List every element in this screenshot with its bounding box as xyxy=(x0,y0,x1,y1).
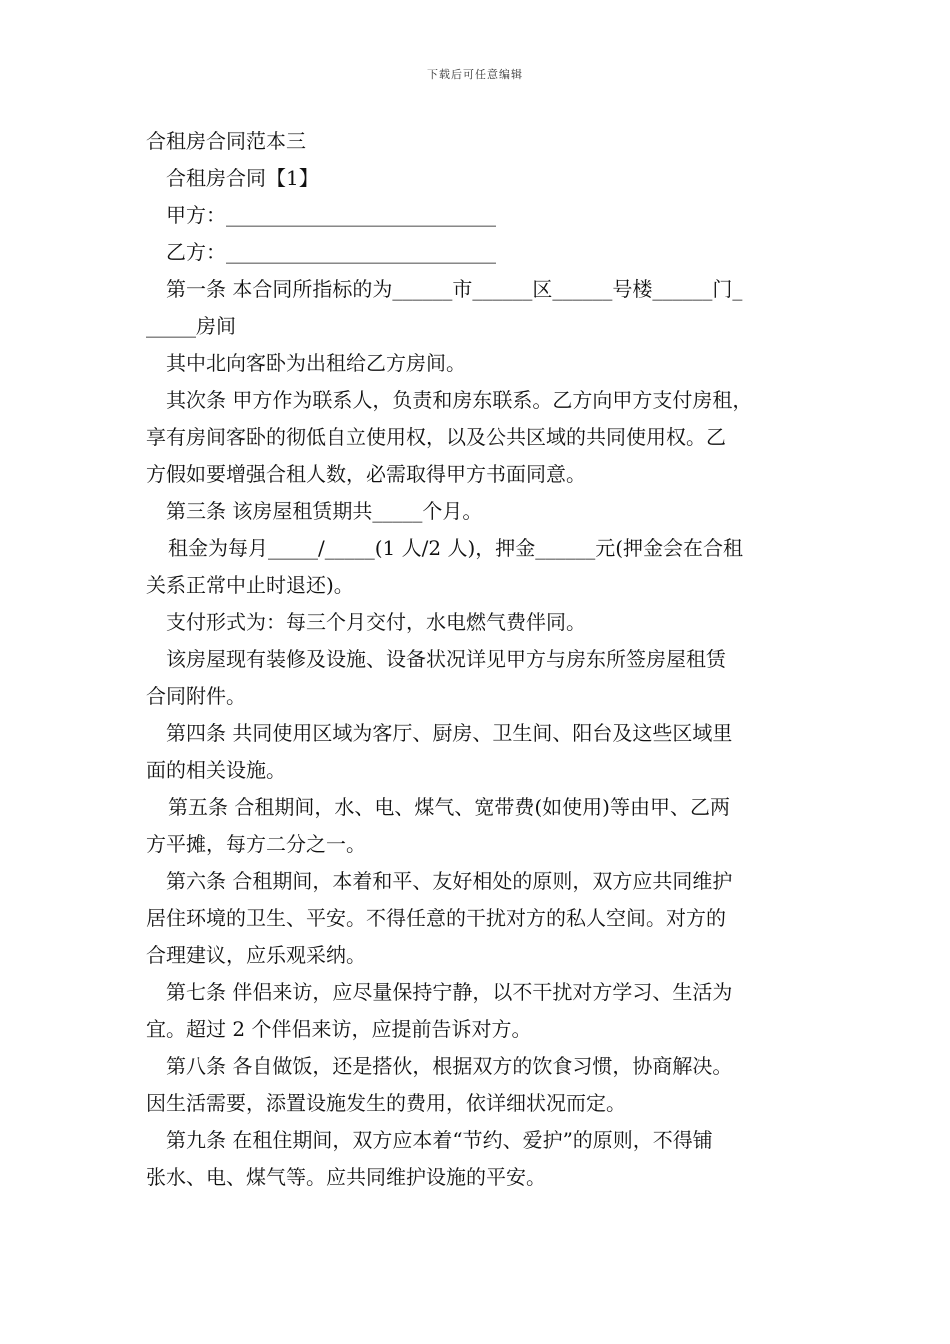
paragraph-room: 其中北向客卧为出租给乙方房间。 xyxy=(166,351,466,375)
clause-4-line-2: 面的相关设施。 xyxy=(146,758,286,782)
clause-6-line-1: 第六条 合租期间，本着和平、友好相处的原则，双方应共同维护 xyxy=(166,869,733,893)
payment-line: 支付形式为：每三个月交付，水电燃气费伴同。 xyxy=(166,610,586,634)
clause-6-line-2: 居住环境的卫生、平安。不得任意的干扰对方的私人空间。对方的 xyxy=(146,906,726,930)
clause-9-line-2: 张水、电、煤气等。应共同维护设施的平安。 xyxy=(146,1165,546,1189)
clause-5-line-1: 第五条 合租期间，水、电、煤气、宽带费(如使用)等由甲、乙两 xyxy=(168,795,730,819)
clause-8-line-2: 因生活需要，添置设施发生的费用，依详细状况而定。 xyxy=(146,1091,626,1115)
facilities-line-2: 合同附件。 xyxy=(146,684,246,708)
clause-3-line-1: 第三条 该房屋租赁期共_____个月。 xyxy=(166,499,483,523)
rent-line-2: 关系正常中止时退还)。 xyxy=(146,573,354,597)
facilities-line-1: 该房屋现有装修及设施、设备状况详见甲方与房东所签房屋租赁 xyxy=(166,647,726,671)
clause-1-line-2: _____房间 xyxy=(146,314,236,338)
clause-7-line-2: 宜。超过 2 个伴侣来访，应提前告诉对方。 xyxy=(146,1017,532,1041)
clause-1-line-1: 第一条 本合同所指标的为______市______区______号楼______门_ xyxy=(166,277,743,301)
clause-2-line-1: 其次条 甲方作为联系人，负责和房东联系。乙方向甲方支付房租， xyxy=(166,388,753,412)
party-b-line: 乙方：___________________________ xyxy=(166,240,496,264)
clause-7-line-1: 第七条 伴侣来访，应尽量保持宁静，以不干扰对方学习、生活为 xyxy=(166,980,733,1004)
document-body xyxy=(146,123,812,1196)
party-a-line: 甲方：___________________________ xyxy=(166,203,496,227)
clause-2-line-2: 享有房间客卧的彻低自立使用权，以及公共区域的共同使用权。乙 xyxy=(146,425,726,449)
header-note: 下载后可任意编辑 xyxy=(427,68,523,81)
clause-5-line-2: 方平摊，每方二分之一。 xyxy=(146,832,366,856)
clause-9-line-1: 第九条 在租住期间，双方应本着“节约、爱护”的原则，不得铺 xyxy=(166,1128,713,1152)
document-title: 合租房合同范本三 xyxy=(146,129,306,153)
rent-line-1: 租金为每月_____/_____(1 人/2 人)，押金______元(押金会在合租 xyxy=(168,536,744,560)
clause-2-line-3: 方假如要增强合租人数，必需取得甲方书面同意。 xyxy=(146,462,586,486)
clause-6-line-3: 合理建议，应乐观采纳。 xyxy=(146,943,366,967)
clause-8-line-1: 第八条 各自做饭，还是搭伙，根据双方的饮食习惯，协商解决。 xyxy=(166,1054,733,1078)
contract-subtitle: 合租房合同【1】 xyxy=(166,166,319,190)
clause-4-line-1: 第四条 共同使用区域为客厅、厨房、卫生间、阳台及这些区域里 xyxy=(166,721,733,745)
